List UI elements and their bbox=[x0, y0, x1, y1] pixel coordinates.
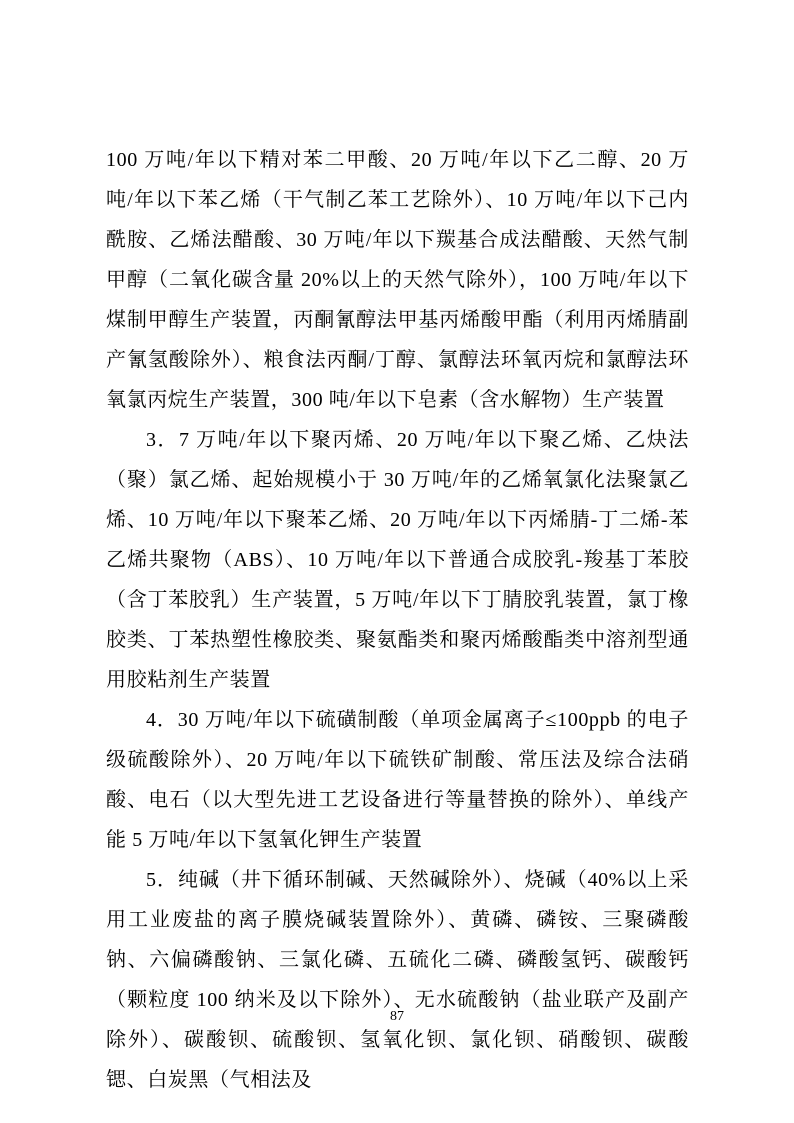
paragraph-item-3: 3．7 万吨/年以下聚丙烯、20 万吨/年以下聚乙烯、乙炔法（聚）氯乙烯、起始规模小于 30 万吨/年的乙烯氧氯化法聚氯乙烯、10 万吨/年以下聚苯乙烯、20 万吨/年以下丙烯腈-丁二烯-苯乙烯共聚物（ABS）、10 万吨/年以下普通合成胶乳-羧基丁苯胶（含丁苯胶乳）生产装置，5 万吨/年以下丁腈胶乳装置，氯丁橡胶类、丁苯热塑性橡胶类、聚氨酯类和聚丙烯酸酯类中溶剂型通用胶粘剂生产装置 bbox=[106, 429, 689, 691]
paragraph-item-5: 5．纯碱（井下循环制碱、天然碱除外）、烧碱（40%以上采用工业废盐的离子膜烧碱装置除外）、黄磷、磷铵、三聚磷酸钠、六偏磷酸钠、三氯化磷、五硫化二磷、磷酸氢钙、碳酸钙（颗粒度 100 纳米及以下除外）、无水硫酸钠（盐业联产及副产除外）、碳酸钡、硫酸钡、氢氧化钡、氯化钡、硝酸钡、碳酸锶、白炭黑（气相法及 bbox=[106, 869, 689, 1091]
page-number: 87 bbox=[390, 1009, 404, 1024]
paragraph-continuation: 100 万吨/年以下精对苯二甲酸、20 万吨/年以下乙二醇、20 万吨/年以下苯乙烯（干气制乙苯工艺除外）、10 万吨/年以下己内酰胺、乙烯法醋酸、30 万吨/年以下羰基合成法醋酸、天然气制甲醇（二氧化碳含量 20%以上的天然气除外），100 万吨/年以下煤制甲醇生产装置，丙酮氰醇法甲基丙烯酸甲酯（利用丙烯腈副产氰氢酸除外）、粮食法丙酮/丁醇、氯醇法环氧丙烷和氯醇法环氧氯丙烷生产装置，300 吨/年以下皂素（含水解物）生产装置 bbox=[106, 149, 689, 411]
page-body-text bbox=[106, 140, 689, 1100]
paragraph-item-4: 4．30 万吨/年以下硫磺制酸（单项金属离子≤100ppb 的电子级硫酸除外）、20 万吨/年以下硫铁矿制酸、常压法及综合法硝酸、电石（以大型先进工艺设备进行等量替换的除外）、单线产能 5 万吨/年以下氢氧化钾生产装置 bbox=[106, 709, 689, 851]
